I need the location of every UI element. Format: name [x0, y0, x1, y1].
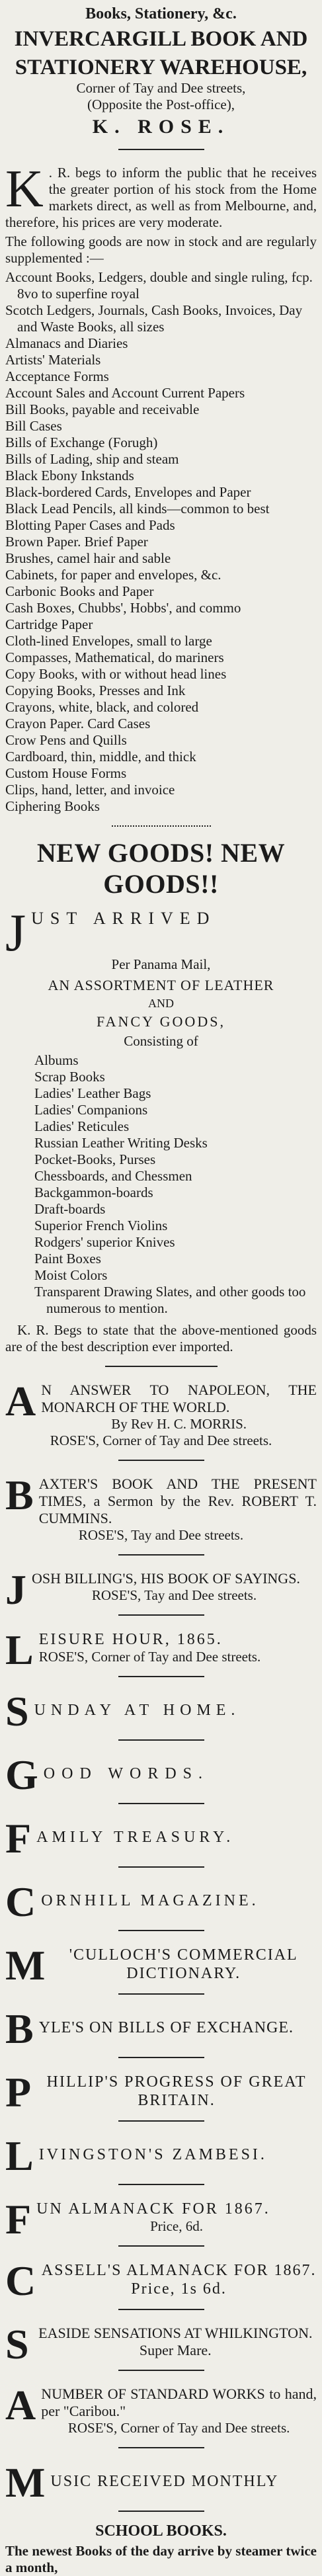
drop-cap: M — [5, 1942, 46, 1989]
drop-cap: S — [5, 2321, 29, 2368]
new-goods-block — [5, 904, 317, 1355]
ad-location: ROSE'S, Corner of Tay and Dee streets. — [50, 1433, 272, 1448]
list-item: Bill Books, payable and receivable — [5, 401, 200, 417]
ad-text: NUMBER OF STANDARD WORKS to hand, per "Caribou." — [41, 2386, 317, 2419]
list-item: Paint Boxes — [34, 1251, 101, 1267]
ad-location: ROSE'S, Corner of Tay and Dee streets. — [38, 1649, 261, 1665]
new-goods-list — [5, 1052, 317, 1317]
list-item: Copying Books, Presses and Ink — [5, 683, 186, 698]
ad-cornhill — [5, 1878, 317, 1925]
list-item: Cartridge Paper — [5, 616, 93, 632]
new-goods-title: NEW GOODS! NEW GOODS!! — [36, 838, 286, 899]
stock-subhead: The following goods are now in stock and are regularly supplemented :— — [5, 233, 317, 266]
separator-rule — [118, 2370, 204, 2371]
ad-napoleon — [5, 1378, 317, 1449]
just-arrived: UST ARRIVED — [31, 909, 216, 928]
list-item: Draft-boards — [34, 1201, 106, 1217]
ad-text: EISURE HOUR, 1865. — [38, 1631, 223, 1648]
ad-text: OOD WORDS. — [43, 1765, 210, 1782]
list-item: Clips, hand, letter, and invoice — [5, 782, 175, 798]
ad-location: ROSE'S, Corner of Tay and Dee streets. — [67, 2420, 290, 2436]
opposite-post-office: (Opposite the Post-office), — [87, 97, 235, 112]
separator-rule — [105, 1366, 218, 1367]
list-item: Blotting Paper Cases and Pads — [5, 517, 175, 533]
drop-cap: S — [5, 1688, 29, 1735]
list-item: Chessboards, and Chessmen — [34, 1168, 192, 1184]
drop-cap: L — [5, 2132, 34, 2179]
list-item: Russian Leather Writing Desks — [34, 1135, 208, 1151]
separator-rule — [118, 2120, 204, 2122]
school-books-block — [5, 2522, 317, 2576]
list-item: Transparent Drawing Slates, and other goods too numerous to mention. — [34, 1284, 306, 1316]
list-item: Almanacs and Diaries — [5, 335, 128, 351]
list-item: Black Lead Pencils, all kinds—common to best — [5, 501, 270, 517]
drop-cap: F — [5, 1815, 32, 1862]
ad-music — [5, 2459, 317, 2506]
ad-text: YLE'S ON BILLS OF EXCHANGE. — [38, 2019, 294, 2036]
list-item: Account Books, Ledgers, double and single ruling, fcp. 8vo to superfine royal — [5, 269, 313, 302]
separator-rule — [118, 2309, 204, 2310]
drop-cap: J — [5, 904, 26, 962]
ad-text: IVINGSTON'S ZAMBESI. — [38, 2146, 267, 2163]
separator-rule — [118, 2245, 204, 2247]
ad-mcculloch — [5, 1942, 317, 1989]
separator-rule — [118, 1676, 204, 1677]
list-item: Black Ebony Inkstands — [5, 468, 134, 483]
ad-fun-almanack — [5, 2196, 317, 2243]
separator-rule — [118, 2184, 204, 2185]
separator-rule — [118, 149, 204, 150]
list-item: Bills of Lading, ship and steam — [5, 451, 179, 467]
ad-baxter — [5, 1472, 317, 1544]
separator-rule — [118, 1993, 204, 1995]
ad-seaside — [5, 2321, 317, 2368]
ad-text: UNDAY AT HOME. — [34, 1702, 241, 1719]
intro-paragraph: . R. begs to inform the public that he receives the greater portion of his stock from the Home markets direct, as well as from Melbourne, and, therefore, his prices are very moderate. — [5, 165, 317, 230]
list-item: Artists' Materials — [5, 352, 101, 368]
list-item: Crayons, white, black, and colored — [5, 699, 199, 715]
list-item: Scotch Ledgers, Journals, Cash Books, Invoices, Day and Waste Books, all sizes — [5, 302, 303, 335]
newspaper-column — [0, 5, 322, 2575]
list-item: Albums — [34, 1052, 79, 1068]
drop-cap: K — [5, 160, 44, 218]
ad-text: ORNHILL MAGAZINE. — [41, 1892, 259, 1909]
ad-text: EASIDE SENSATIONS AT WHILKINGTON. Super Mare. — [38, 2325, 313, 2358]
separator-rule — [118, 1803, 204, 1804]
ad-sub: By Rev H. C. MORRIS. — [111, 1416, 247, 1432]
drop-cap: P — [5, 2069, 32, 2116]
separator-rule — [118, 1614, 204, 1616]
ad-byles — [5, 2005, 317, 2052]
separator-rule — [118, 2511, 204, 2512]
separator-rule — [118, 1866, 204, 1868]
ad-leisure-hour — [5, 1626, 317, 1673]
ad-good-words — [5, 1751, 317, 1798]
business-name-line2: STATIONERY WAREHOUSE, — [15, 56, 307, 79]
list-item: Custom House Forms — [5, 765, 127, 781]
list-item: Ciphering Books — [5, 798, 100, 814]
ad-text: AMILY TREASURY. — [36, 1829, 235, 1846]
list-item: Compasses, Mathematical, do mariners — [5, 649, 224, 665]
ad-text: N ANSWER TO NAPOLEON, THE MONARCH OF THE WORLD. — [41, 1382, 317, 1415]
drop-cap: J — [5, 1566, 26, 1613]
separator-rule — [112, 825, 211, 827]
business-name-line1: INVERCARGILL BOOK AND — [14, 27, 308, 51]
list-item: Scrap Books — [34, 1069, 105, 1085]
ad-billings — [5, 1566, 317, 1613]
drop-cap: B — [5, 1472, 34, 1518]
ad-location: ROSE'S, Tay and Dee streets. — [78, 1527, 244, 1543]
ad-sunday-at-home — [5, 1688, 317, 1735]
stock-list — [5, 269, 317, 815]
ad-cassells — [5, 2257, 317, 2304]
ad-standard-works — [5, 2382, 317, 2436]
ad-family-treasury — [5, 1815, 317, 1862]
ad-text: USIC RECEIVED MONTHLY — [50, 2473, 279, 2490]
separator-rule — [118, 1554, 204, 1556]
consisting-of: Consisting of — [124, 1033, 198, 1049]
list-item: Ladies' Leather Bags — [34, 1085, 151, 1101]
list-item: Cabinets, for paper and envelopes, &c. — [5, 567, 221, 583]
ad-text: AXTER'S BOOK AND THE PRESENT TIMES, a Sermon by the Rev. ROBERT T. CUMMINS. — [38, 1475, 317, 1526]
list-item: Carbonic Books and Paper — [5, 583, 154, 599]
drop-cap: C — [5, 2257, 36, 2304]
per-mail: Per Panama Mail, — [111, 956, 211, 972]
list-item: Crow Pens and Quills — [5, 732, 127, 748]
section-title: Books, Stationery, &c. — [85, 5, 237, 22]
ad-text: HILLIP'S PROGRESS OF GREAT BRITAIN. — [46, 2073, 307, 2109]
drop-cap: A — [5, 1378, 36, 1425]
list-item: Ladies' Reticules — [34, 1118, 130, 1134]
drop-cap: B — [5, 2005, 34, 2052]
drop-cap: C — [5, 1878, 36, 1925]
school-books-text: The newest Books of the day arrive by steamer twice a month, — [5, 2543, 317, 2575]
list-item: Moist Colors — [34, 1267, 108, 1283]
list-item: Black-bordered Cards, Envelopes and Paper — [5, 484, 251, 500]
ad-sub: Price, 6d. — [150, 2218, 203, 2234]
list-item: Bills of Exchange (Forugh) — [5, 435, 158, 450]
list-item: Account Sales and Account Current Papers — [5, 385, 245, 401]
new-goods-note: K. R. Begs to state that the above-mentioned goods are of the best description ever imported. — [5, 1322, 317, 1354]
and-word: AND — [148, 997, 174, 1010]
drop-cap: M — [5, 2459, 46, 2506]
list-item: Backgammon-boards — [34, 1184, 153, 1200]
separator-rule — [118, 1930, 204, 1931]
drop-cap: G — [5, 1751, 38, 1798]
separator-rule — [118, 1460, 204, 1461]
list-item: Crayon Paper. Card Cases — [5, 716, 151, 731]
owner-name: K. ROSE. — [92, 116, 230, 138]
list-item: Cash Boxes, Chubbs', Hobbs', and commo — [5, 600, 241, 616]
ad-text: OSH BILLING'S, HIS BOOK OF SAYINGS. — [32, 1570, 300, 1587]
list-item: Rodgers' superior Knives — [34, 1234, 175, 1250]
list-item: Cardboard, thin, middle, and thick — [5, 749, 196, 765]
ad-text: 'CULLOCH'S COMMERCIAL DICTIONARY. — [69, 1946, 298, 1982]
drop-cap: A — [5, 2382, 36, 2429]
ad-phillips — [5, 2069, 317, 2116]
assortment: AN ASSORTMENT OF LEATHER — [48, 977, 274, 993]
list-item: Copy Books, with or without head lines — [5, 666, 227, 682]
list-item: Acceptance Forms — [5, 368, 109, 384]
list-item: Brushes, camel hair and sable — [5, 550, 171, 566]
drop-cap: F — [5, 2196, 32, 2243]
drop-cap: L — [5, 1626, 34, 1673]
address: Corner of Tay and Dee streets, — [76, 80, 246, 96]
separator-rule — [118, 2447, 204, 2448]
list-item: Brown Paper. Brief Paper — [5, 534, 148, 550]
list-item: Pocket-Books, Purses — [34, 1151, 156, 1167]
list-item: Cloth-lined Envelopes, small to large — [5, 633, 212, 649]
separator-rule — [118, 2057, 204, 2058]
fancy-goods: FANCY GOODS, — [97, 1013, 225, 1030]
school-books-title: SCHOOL BOOKS. — [95, 2522, 227, 2540]
separator-rule — [118, 1739, 204, 1741]
ad-text: UN ALMANACK FOR 1867. — [36, 2200, 270, 2218]
ad-livingston — [5, 2132, 317, 2179]
list-item: Ladies' Companions — [34, 1102, 148, 1118]
list-item: Superior French Violins — [34, 1218, 168, 1233]
ad-text: ASSELL'S ALMANACK FOR 1867. Price, 1s 6d. — [41, 2262, 317, 2298]
intro-block — [5, 160, 317, 267]
ad-location: ROSE'S, Tay and Dee streets. — [91, 1587, 257, 1603]
list-item: Bill Cases — [5, 418, 62, 434]
